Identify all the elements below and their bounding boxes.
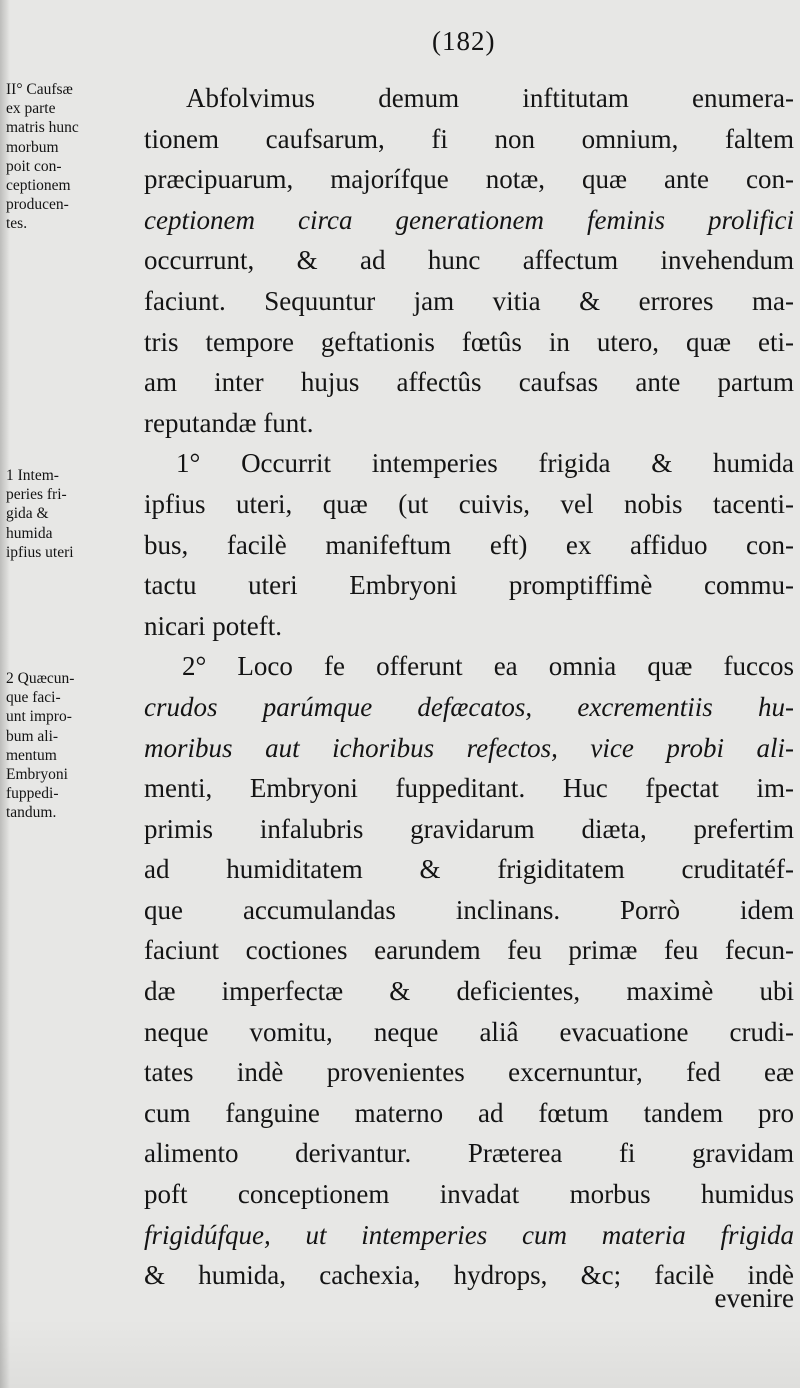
sidenote-line: 1 Intem- xyxy=(6,467,59,484)
text-line: faciunt coctiones earundem feu primæ feu fecun- xyxy=(144,935,794,966)
text-line: occurrunt, & ad hunc affectum invehendum xyxy=(144,245,794,276)
sidenote-alimentum xyxy=(6,669,136,823)
text-line: menti, Embryoni fuppeditant. Huc fpectat im- xyxy=(144,773,794,804)
sidenote-line: producen- xyxy=(6,196,69,214)
text-line: & humida, cachexia, hydrops, &c; facilè indè xyxy=(144,1260,794,1291)
text-line: neque vomitu, neque aliâ evacuatione crudi- xyxy=(144,1016,794,1047)
text-line: poft conceptionem invadat morbus humidus xyxy=(144,1179,794,1210)
text-line: ipfius uteri, quæ (ut cuivis, vel nobis tacenti- xyxy=(144,488,794,519)
text-line: cum fanguine materno ad fœtum tandem pro xyxy=(144,1097,794,1128)
text-line: reputandæ funt. xyxy=(144,407,314,438)
text-line: tris tempore geftationis fœtûs in utero, quæ eti- xyxy=(144,326,794,357)
text-line: que accumulandas inclinans. Porrò idem xyxy=(144,894,794,925)
sidenote-line: tandum. xyxy=(6,804,57,822)
sidenote-line: bum ali- xyxy=(6,727,59,745)
text-line: ceptionem circa generationem feminis prolifici xyxy=(144,204,794,235)
sidenote-line: mentum xyxy=(6,746,57,764)
sidenote-line: poit con- xyxy=(6,157,62,175)
catchword: evenire xyxy=(714,1283,794,1313)
sidenote-line: ex parte xyxy=(6,100,56,118)
sidenote-line: II° Caufsæ xyxy=(6,81,73,98)
text-line: alimento derivantur. Præterea fi gravidam xyxy=(144,1138,794,1169)
sidenote-line: tes. xyxy=(6,215,28,233)
text-line: am inter hujus affectûs caufsas ante partum xyxy=(144,367,794,398)
sidenote-line: ipfius uteri xyxy=(6,543,74,561)
text-line: 2° Loco fe offerunt ea omnia quæ fuccos xyxy=(182,651,794,682)
sidenote-line: fuppedi- xyxy=(6,785,59,803)
page-bottom-shade xyxy=(0,1318,800,1388)
main-text-block xyxy=(144,78,794,1296)
text-line: tionem caufsarum, fi non omnium, faltem xyxy=(144,123,794,154)
sidenote-line: morbum xyxy=(6,138,59,156)
text-line: Abfolvimus demum inftitutam enumera- xyxy=(186,83,794,113)
text-line: frigidúfque, ut intemperies cum materia frigida xyxy=(144,1219,794,1250)
sidenote-causae-matris xyxy=(6,80,136,234)
text-line: dæ imperfectæ & deficientes, maximè ubi xyxy=(144,976,794,1007)
text-line: tates indè provenientes excernuntur, fed eæ xyxy=(144,1057,794,1088)
text-line: tactu uteri Embryoni promptiffimè commu- xyxy=(144,570,794,601)
text-line: 1° Occurrit intemperies frigida & humida xyxy=(176,448,794,479)
text-line: bus, facilè manifeftum eft) ex affiduo con- xyxy=(144,529,794,560)
sidenote-line: Embryoni xyxy=(6,765,68,783)
text-line: faciunt. Sequuntur jam vitia & errores ma- xyxy=(144,285,794,316)
text-line: moribus aut ichoribus refectos, vice probi ali- xyxy=(144,732,794,763)
sidenote-intemperies xyxy=(6,466,136,562)
text-line: primis infalubris gravidarum diæta, prefertim xyxy=(144,813,794,844)
sidenote-line: 2 Quæcun- xyxy=(6,670,75,687)
text-line: præcipuarum, majorífque notæ, quæ ante con- xyxy=(144,164,794,195)
sidenote-line: peries fri- xyxy=(6,486,67,504)
page-number: (182) xyxy=(432,26,496,56)
sidenote-line: humida xyxy=(6,524,53,542)
text-line: ad humiditatem & frigiditatem cruditatéf- xyxy=(144,854,794,885)
sidenote-line: unt impro- xyxy=(6,708,72,726)
sidenote-line: matris hunc xyxy=(6,119,79,137)
text-line: nicari poteft. xyxy=(144,610,282,641)
sidenote-line: que faci- xyxy=(6,689,61,707)
sidenote-line: gida & xyxy=(6,505,49,523)
text-line: crudos parúmque defæcatos, excrementiis hu- xyxy=(144,691,794,722)
sidenote-line: ceptionem xyxy=(6,176,71,194)
